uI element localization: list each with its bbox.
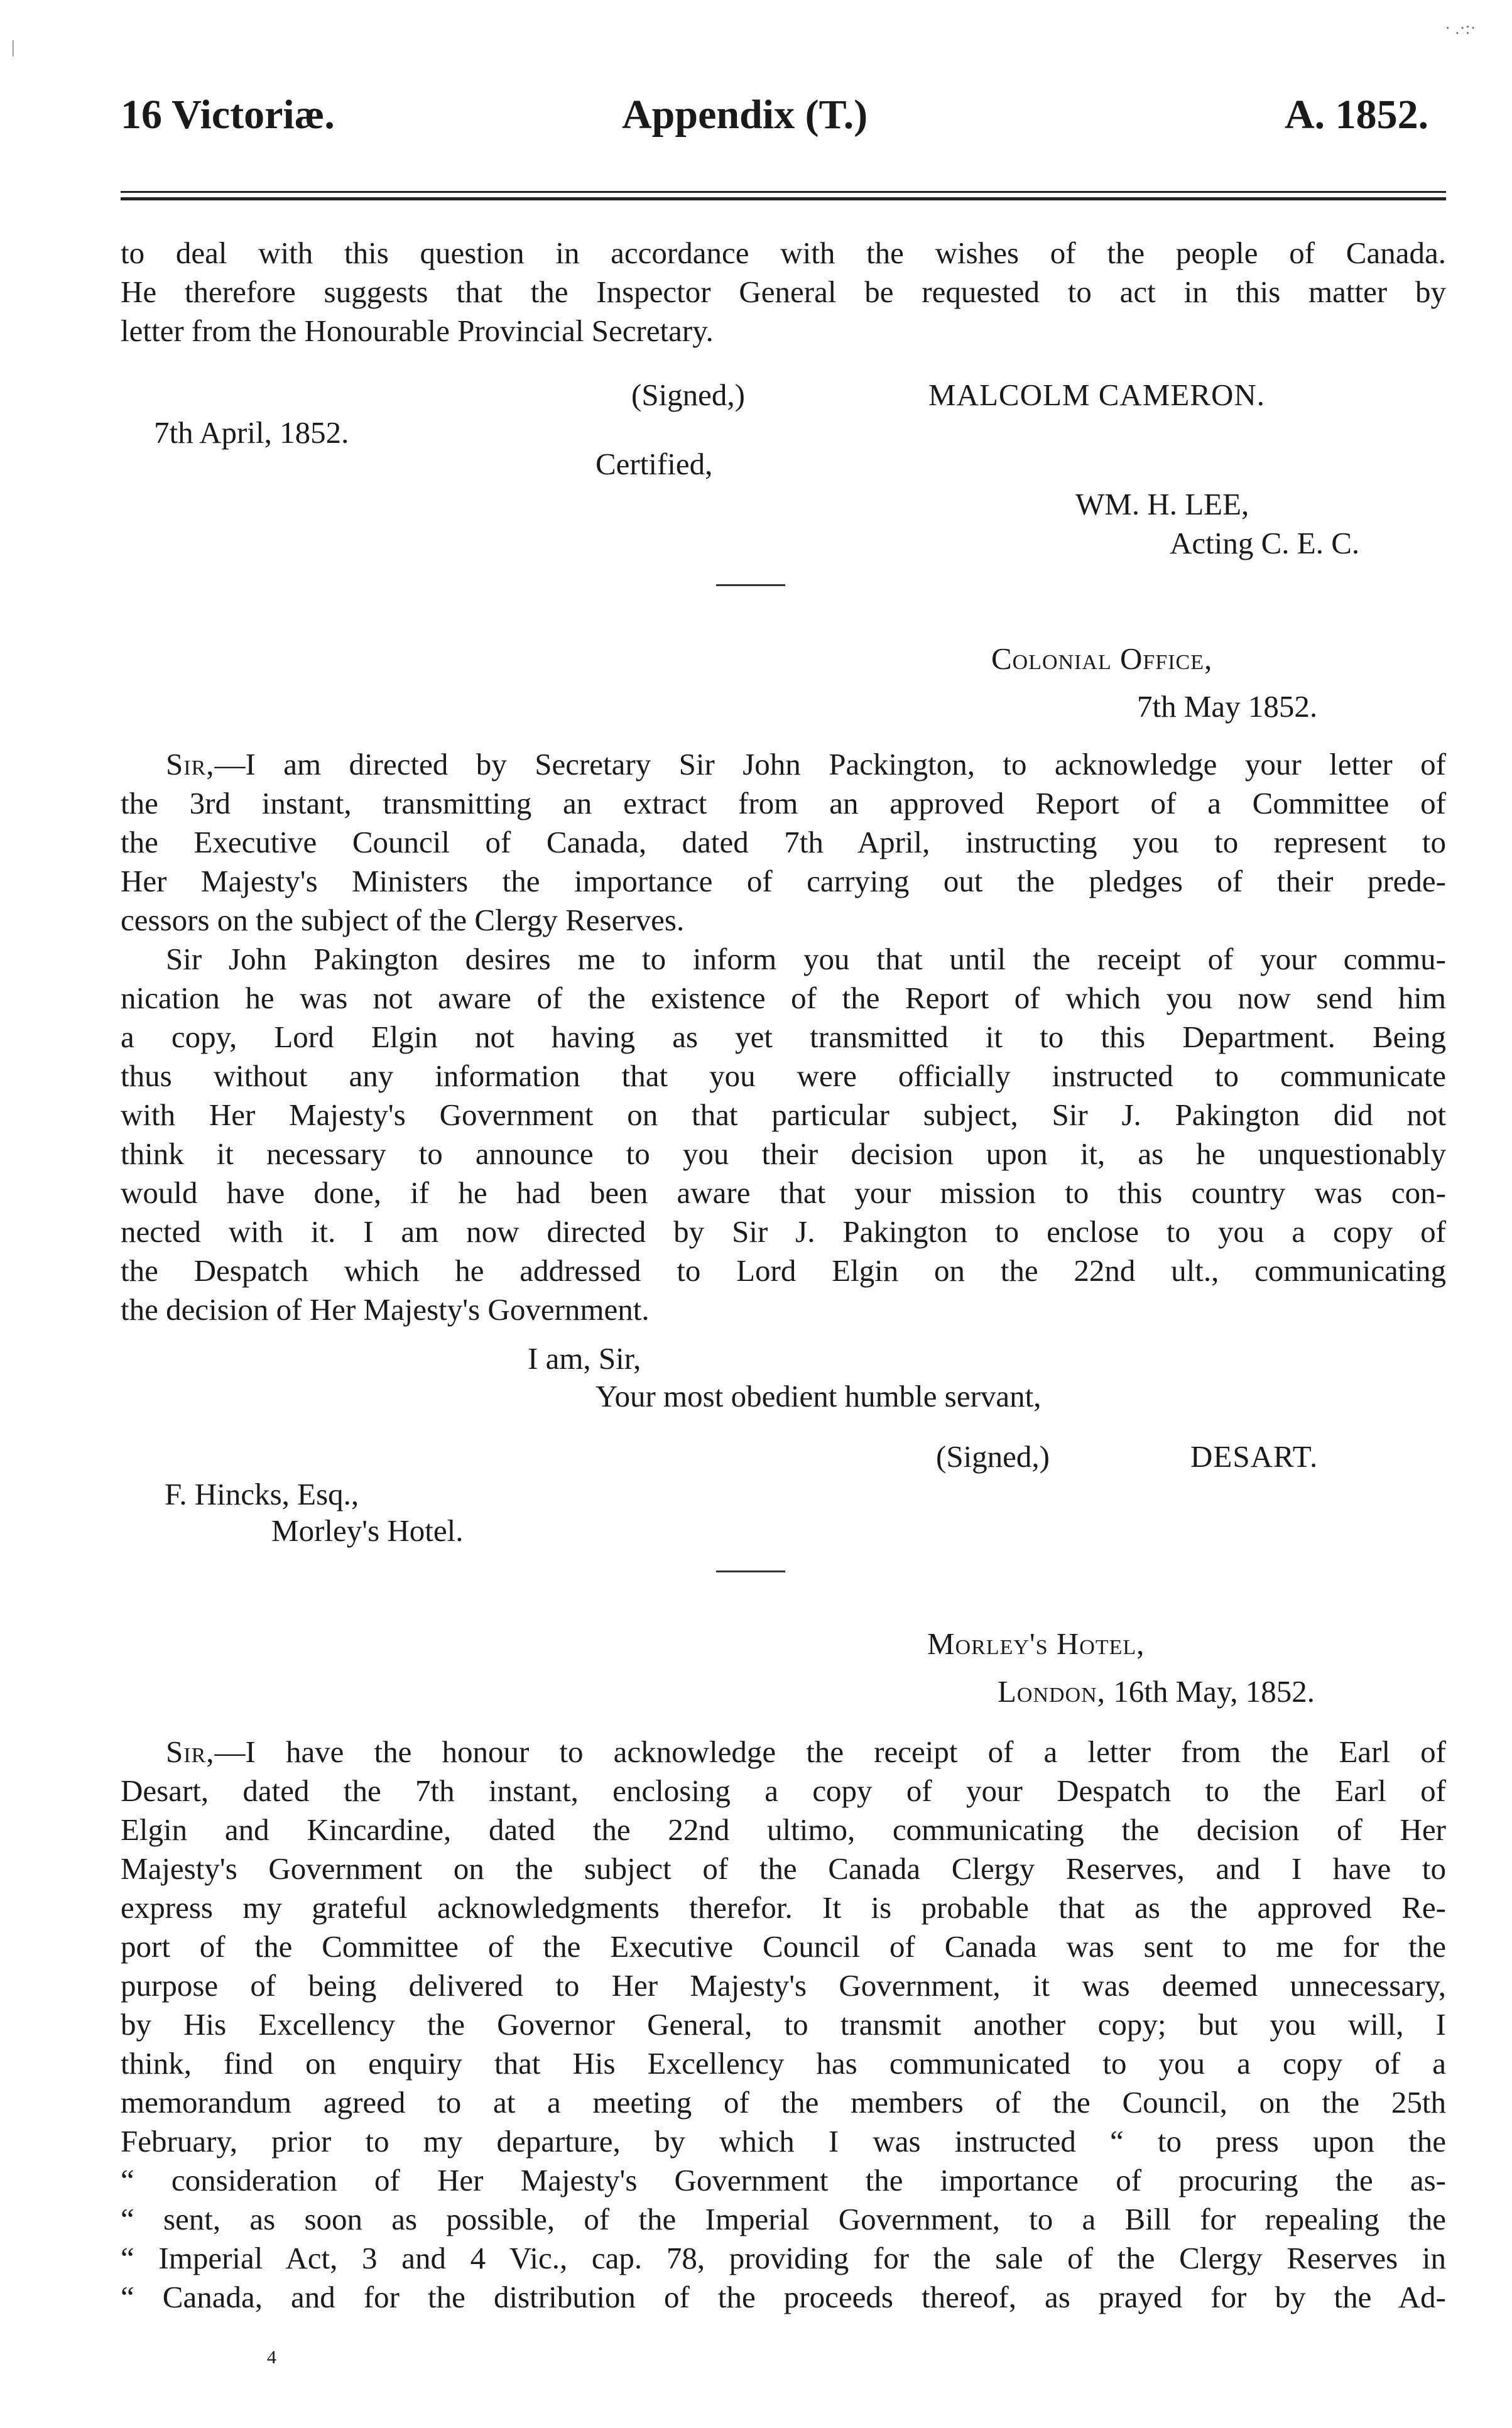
text-line [121, 745, 1446, 784]
closing-line-1: I am, Sir, [528, 1341, 641, 1376]
text-line: the Executive Council of Canada, dated 7th April, instructing you to represent to [121, 825, 1446, 859]
letter1-paragraph-2 [121, 940, 1446, 1329]
salutation: Sir, [166, 1734, 215, 1769]
text-line: Her Majesty's Ministers the importance of carrying out the pledges of their prede- [121, 864, 1446, 898]
salutation: Sir, [166, 747, 215, 781]
signature-date: 7th April, 1852. [154, 415, 349, 450]
text-line: Desart, dated the 7th instant, enclosing a copy of your Despatch to the Earl of [121, 1773, 1446, 1808]
section-separator [716, 584, 785, 586]
text-line: the decision of Her Majesty's Government. [121, 1292, 650, 1327]
header-year: A. 1852. [1285, 92, 1429, 138]
text-line: February, prior to my departure, by which I was instructed “ to press upon the [121, 2124, 1446, 2159]
scan-speck: | [11, 38, 15, 57]
text-line: Elgin and Kincardine, dated the 22nd ultimo, communicating the decision of Her [121, 1812, 1446, 1847]
closing-line-2: Your most obedient humble servant, [596, 1379, 1042, 1413]
text-line: with Her Majesty's Government on that particular subject, Sir J. Pakington did not [121, 1097, 1446, 1132]
header-rule-thin [121, 191, 1446, 193]
letter2-date [998, 1676, 1315, 1707]
text-line: to deal with this question in accordance with the wishes of the people of Canada. [121, 236, 1446, 270]
text-segment: —I am directed by Secretary Sir John Packington, to acknowledge your letter of [214, 747, 1446, 781]
letter2-place: Morley's Hotel, [927, 1626, 1145, 1661]
text-line: “ sent, as soon as possible, of the Imperial Government, to a Bill for repealing the [121, 2202, 1446, 2236]
letter2-paragraph [121, 1733, 1446, 2317]
letter2-date-text: 16th May, 1852. [1113, 1674, 1315, 1709]
text-line: thus without any information that you were officially instructed to communicate [121, 1059, 1446, 1093]
text-line: a copy, Lord Elgin not having as yet transmitted it to this Department. Being [121, 1020, 1446, 1054]
certified-label: Certified, [596, 447, 713, 481]
text-line: the Despatch which he addressed to Lord Elgin on the 22nd ult., communicating [121, 1253, 1446, 1288]
text-line: “ Imperial Act, 3 and 4 Vic., cap. 78, providing for the sale of the Clergy Reserves in [121, 2241, 1446, 2275]
text-line: by His Excellency the Governor General, to transmit another copy; but you will, I [121, 2007, 1446, 2042]
text-line: “ Canada, and for the distribution of the proceeds thereof, as prayed for by the Ad- [121, 2280, 1446, 2314]
text-line: He therefore suggests that the Inspector General be requested to act in this matter by [121, 275, 1446, 309]
scan-speck: · .·:· [1445, 19, 1476, 38]
text-line: letter from the Honourable Provincial Secretary. [121, 313, 714, 348]
text-line: port of the Committee of the Executive Council of Canada was sent to me for the [121, 1929, 1446, 1964]
text-line: the 3rd instant, transmitting an extract from an approved Report of a Committee of [121, 786, 1446, 820]
header-rule-thick [121, 197, 1446, 200]
header-session: 16 Victoriæ. [121, 92, 335, 138]
text-line: memorandum agreed to at a meeting of the members of the Council, on the 25th [121, 2085, 1446, 2120]
certifier-title: Acting C. E. C. [1170, 526, 1360, 560]
letter1-place: Colonial Office, [991, 641, 1213, 676]
letter2-city: London, [998, 1674, 1106, 1709]
text-line: cessors on the subject of the Clergy Reserves. [121, 903, 685, 937]
text-line: “ consideration of Her Majesty's Government the importance of procuring the as- [121, 2163, 1446, 2197]
text-line: think it necessary to announce to you their decision upon it, as he unquestionably [121, 1136, 1446, 1171]
section-separator [716, 1571, 785, 1572]
signer-name: MALCOLM CAMERON. [928, 378, 1265, 412]
text-line: think, find on enquiry that His Excellency has communicated to you a copy of a [121, 2046, 1446, 2081]
page-mark: 4 [267, 2347, 276, 2368]
text-line: would have done, if he had been aware that your mission to this country was con- [121, 1175, 1446, 1210]
text-line: express my grateful acknowledgments therefor. It is probable that as the approved Re- [121, 1890, 1446, 1925]
header-appendix: Appendix (T.) [622, 92, 868, 138]
text-segment: —I have the honour to acknowledge the receipt of a letter from the Earl of [214, 1734, 1446, 1769]
text-line: nected with it. I am now directed by Sir J. Pakington to enclose to you a copy of [121, 1214, 1446, 1249]
signed-label: (Signed,) [631, 378, 745, 412]
signed-label: (Signed,) [936, 1439, 1050, 1474]
text-line [121, 1733, 1446, 1772]
text-line: Majesty's Government on the subject of the Canada Clergy Reserves, and I have to [121, 1851, 1446, 1886]
letter1-paragraph-1 [121, 745, 1446, 940]
continuation-paragraph [121, 234, 1446, 351]
letter1-date: 7th May 1852. [1137, 689, 1318, 724]
addressee-address: Morley's Hotel. [271, 1513, 464, 1548]
addressee-name: F. Hincks, Esq., [165, 1477, 359, 1511]
text-line: purpose of being delivered to Her Majesty's Government, it was deemed unnecessary, [121, 1968, 1446, 2003]
text-line: nication he was not aware of the existence of the Report of which you now send him [121, 981, 1446, 1015]
certifier-name: WM. H. LEE, [1075, 487, 1249, 521]
text-line: Sir John Pakington desires me to inform you that until the receipt of your commu- [166, 942, 1446, 976]
signer-name: DESART. [1190, 1439, 1319, 1474]
